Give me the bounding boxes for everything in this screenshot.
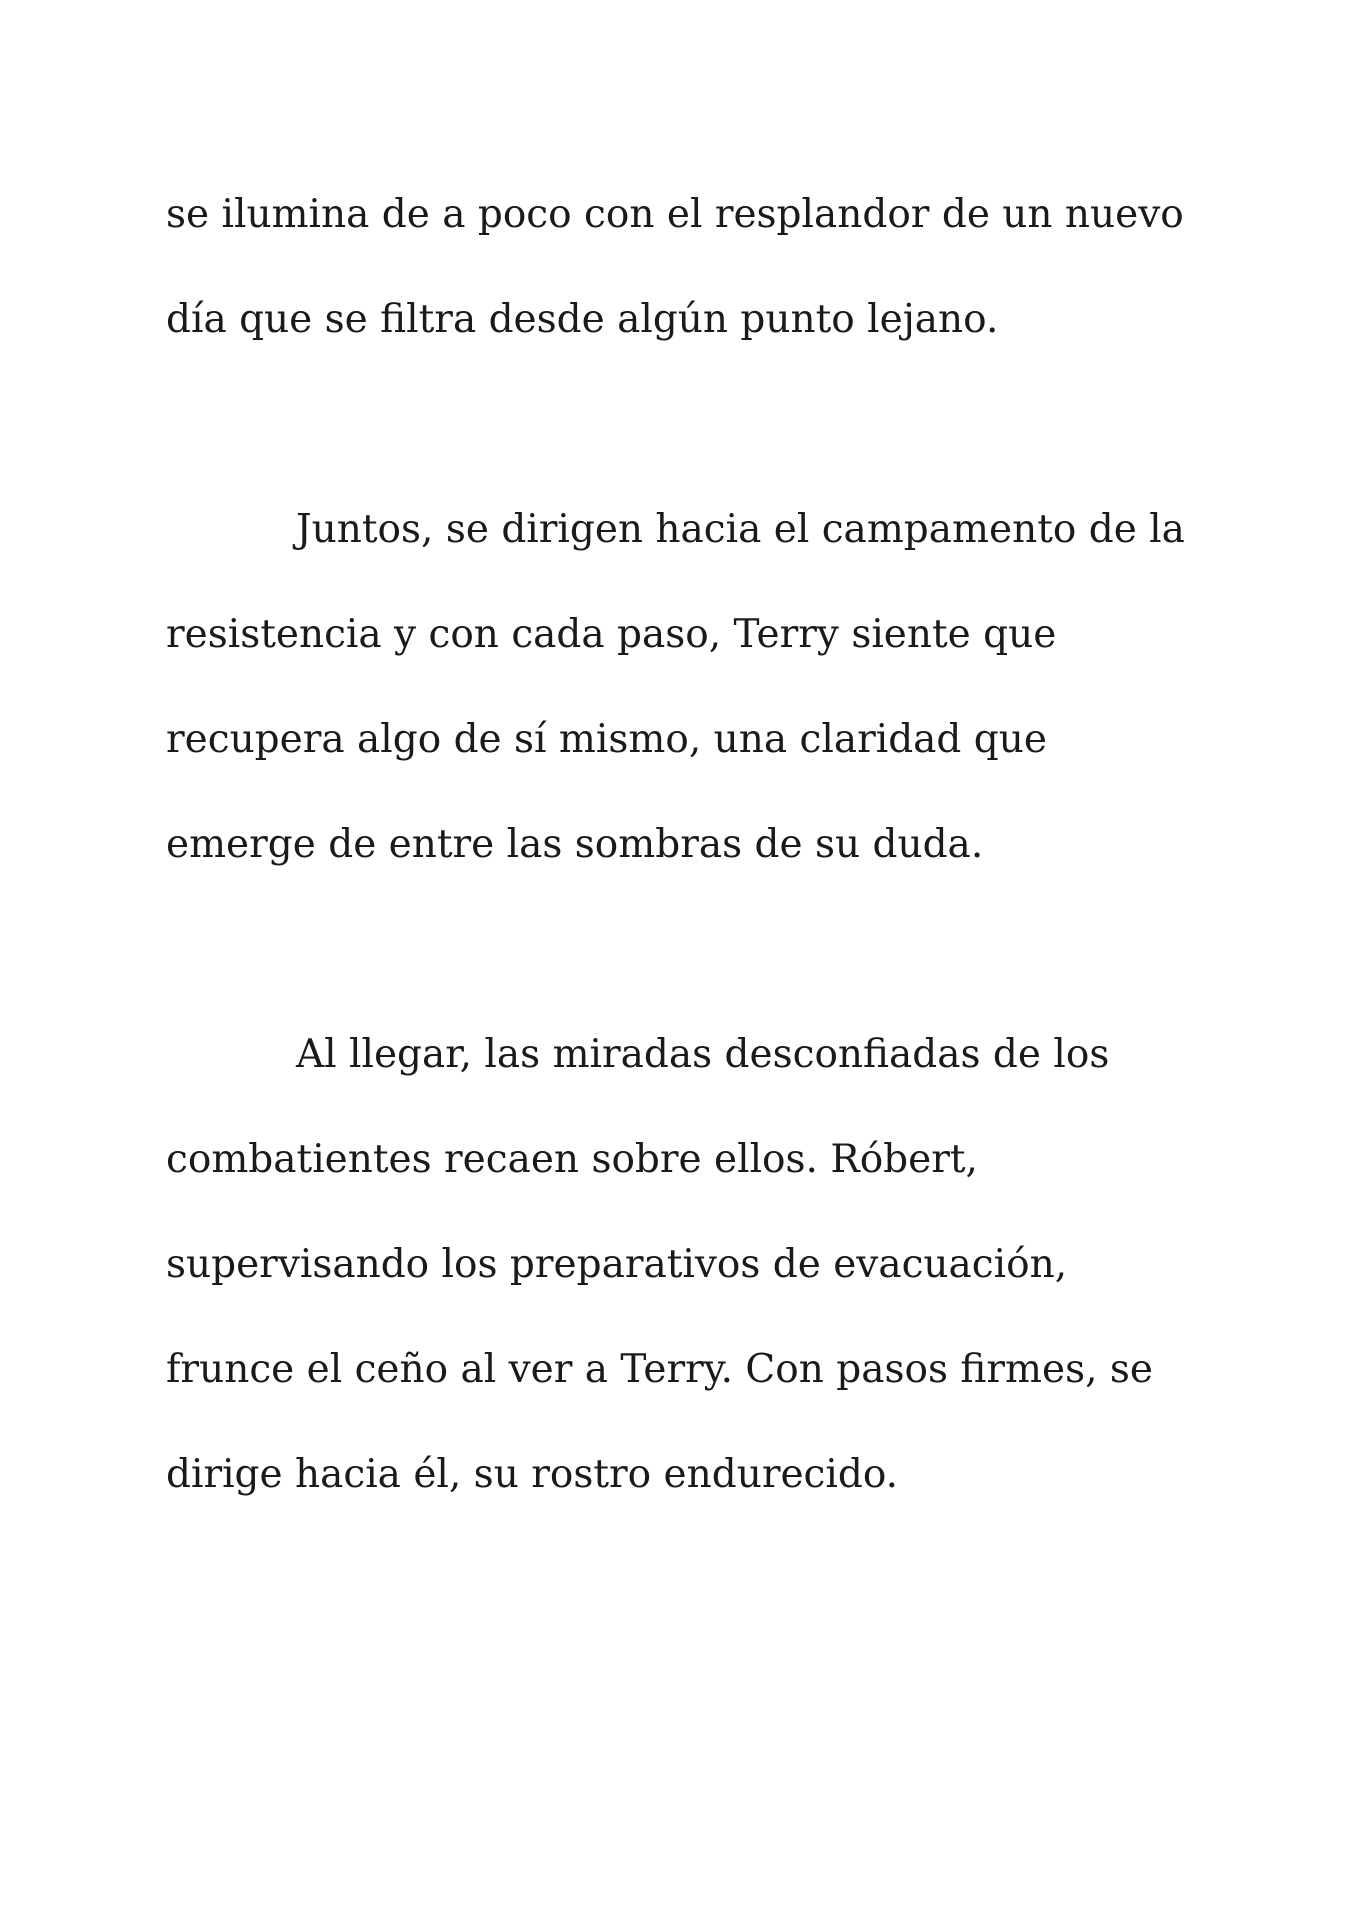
text-line: recupera algo de sí mismo, una claridad que (166, 717, 1047, 762)
paragraph-3 (166, 1002, 1206, 1527)
text-line: Juntos, se dirigen hacia el campamento de la (296, 507, 1185, 552)
paragraph-spacer (166, 372, 1206, 477)
text-line: frunce el ceño al ver a Terry. Con pasos firmes, se (166, 1347, 1153, 1392)
text-line: día que se filtra desde algún punto lejano. (166, 297, 999, 342)
text-line: emerge de entre las sombras de su duda. (166, 822, 984, 867)
text-line: Al llegar, las miradas desconfiadas de los (296, 1032, 1110, 1077)
paragraph-spacer (166, 897, 1206, 1002)
text-line: resistencia y con cada paso, Terry siente que (166, 612, 1057, 657)
text-line: se ilumina de a poco con el resplandor de un nuevo (166, 192, 1184, 237)
body-text (166, 162, 1206, 1527)
text-line: combatientes recaen sobre ellos. Róbert, (166, 1137, 978, 1182)
text-line: dirige hacia él, su rostro endurecido. (166, 1452, 899, 1497)
paragraph-1 (166, 162, 1206, 372)
text-line: supervisando los preparativos de evacuación, (166, 1242, 1068, 1287)
paragraph-2 (166, 477, 1206, 897)
